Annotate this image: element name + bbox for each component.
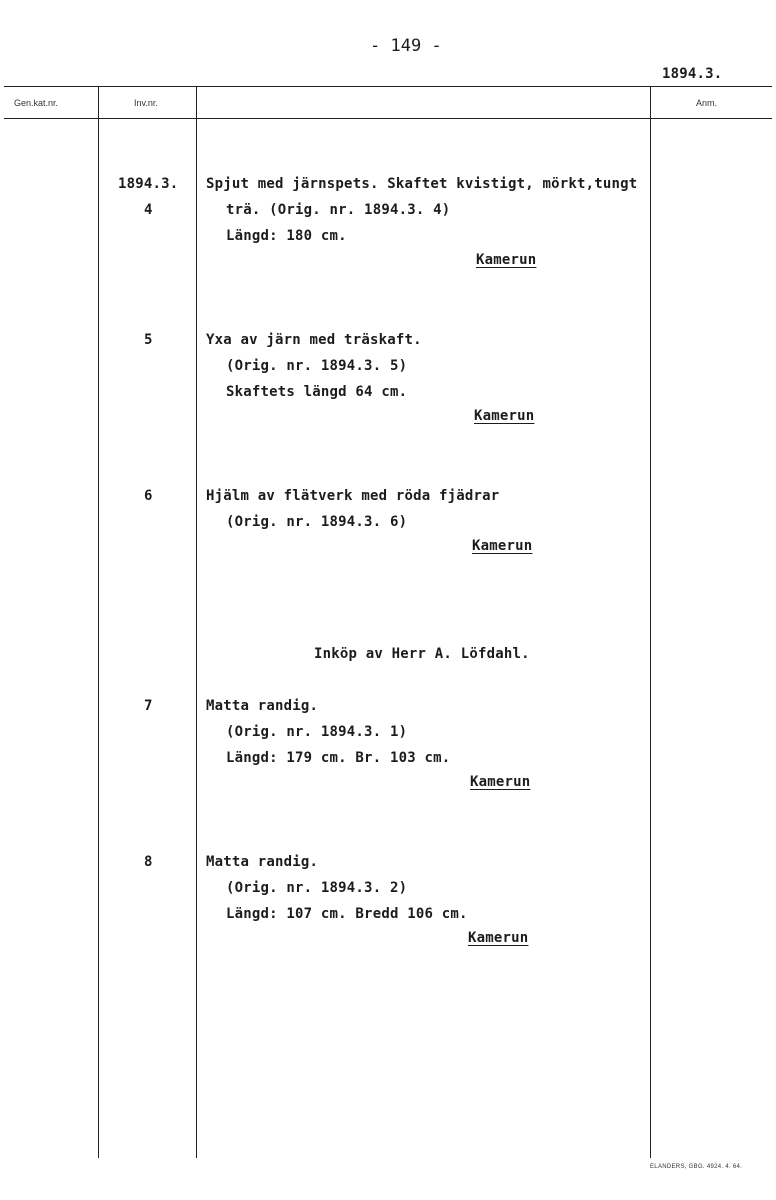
column-header-anm: Anm. bbox=[696, 98, 718, 108]
column-header-inv-nr: Inv.nr. bbox=[134, 98, 158, 108]
accession-code: 1894.3. bbox=[662, 66, 723, 82]
inv-number-sub: 4 bbox=[144, 202, 153, 218]
inv-number: 6 bbox=[144, 488, 153, 504]
entry-description-line: Spjut med järnspets. Skaftet kvistigt, mörkt,tungt bbox=[206, 176, 638, 192]
entry-place: Kamerun bbox=[470, 774, 531, 790]
column-divider-1 bbox=[98, 86, 99, 1158]
entry-description-line: (Orig. nr. 1894.3. 5) bbox=[226, 358, 408, 374]
section-heading: Inköp av Herr A. Löfdahl. bbox=[314, 646, 530, 662]
page-number: - 149 - bbox=[370, 36, 442, 56]
entry-description-line: Längd: 107 cm. Bredd 106 cm. bbox=[226, 906, 468, 922]
inv-number: 5 bbox=[144, 332, 153, 348]
entry-place: Kamerun bbox=[468, 930, 529, 946]
entry-description-line: Yxa av järn med träskaft. bbox=[206, 332, 422, 348]
column-header-gen-kat-nr: Gen.kat.nr. bbox=[14, 98, 59, 108]
header-bottom-rule bbox=[4, 118, 772, 119]
inv-number: 1894.3. bbox=[118, 176, 179, 192]
entry-place: Kamerun bbox=[476, 252, 537, 268]
entry-description-line: (Orig. nr. 1894.3. 6) bbox=[226, 514, 408, 530]
entry-description-line: Skaftets längd 64 cm. bbox=[226, 384, 408, 400]
entry-description-line: (Orig. nr. 1894.3. 1) bbox=[226, 724, 408, 740]
entry-place: Kamerun bbox=[474, 408, 535, 424]
entry-description-line: (Orig. nr. 1894.3. 2) bbox=[226, 880, 408, 896]
entry-description-line: Längd: 180 cm. bbox=[226, 228, 347, 244]
entry-description-line: Hjälm av flätverk med röda fjädrar bbox=[206, 488, 500, 504]
entry-place: Kamerun bbox=[472, 538, 533, 554]
printer-mark: ELANDERS, GBG. 4924. 4. 64. bbox=[650, 1164, 743, 1170]
entry-description-line: Matta randig. bbox=[206, 854, 319, 870]
column-divider-2 bbox=[196, 86, 197, 1158]
inv-number: 8 bbox=[144, 854, 153, 870]
header-top-rule bbox=[4, 86, 772, 87]
column-divider-3 bbox=[650, 86, 651, 1158]
entry-description-line: Längd: 179 cm. Br. 103 cm. bbox=[226, 750, 451, 766]
entry-description-line: trä. (Orig. nr. 1894.3. 4) bbox=[226, 202, 451, 218]
inv-number: 7 bbox=[144, 698, 153, 714]
entry-description-line: Matta randig. bbox=[206, 698, 319, 714]
